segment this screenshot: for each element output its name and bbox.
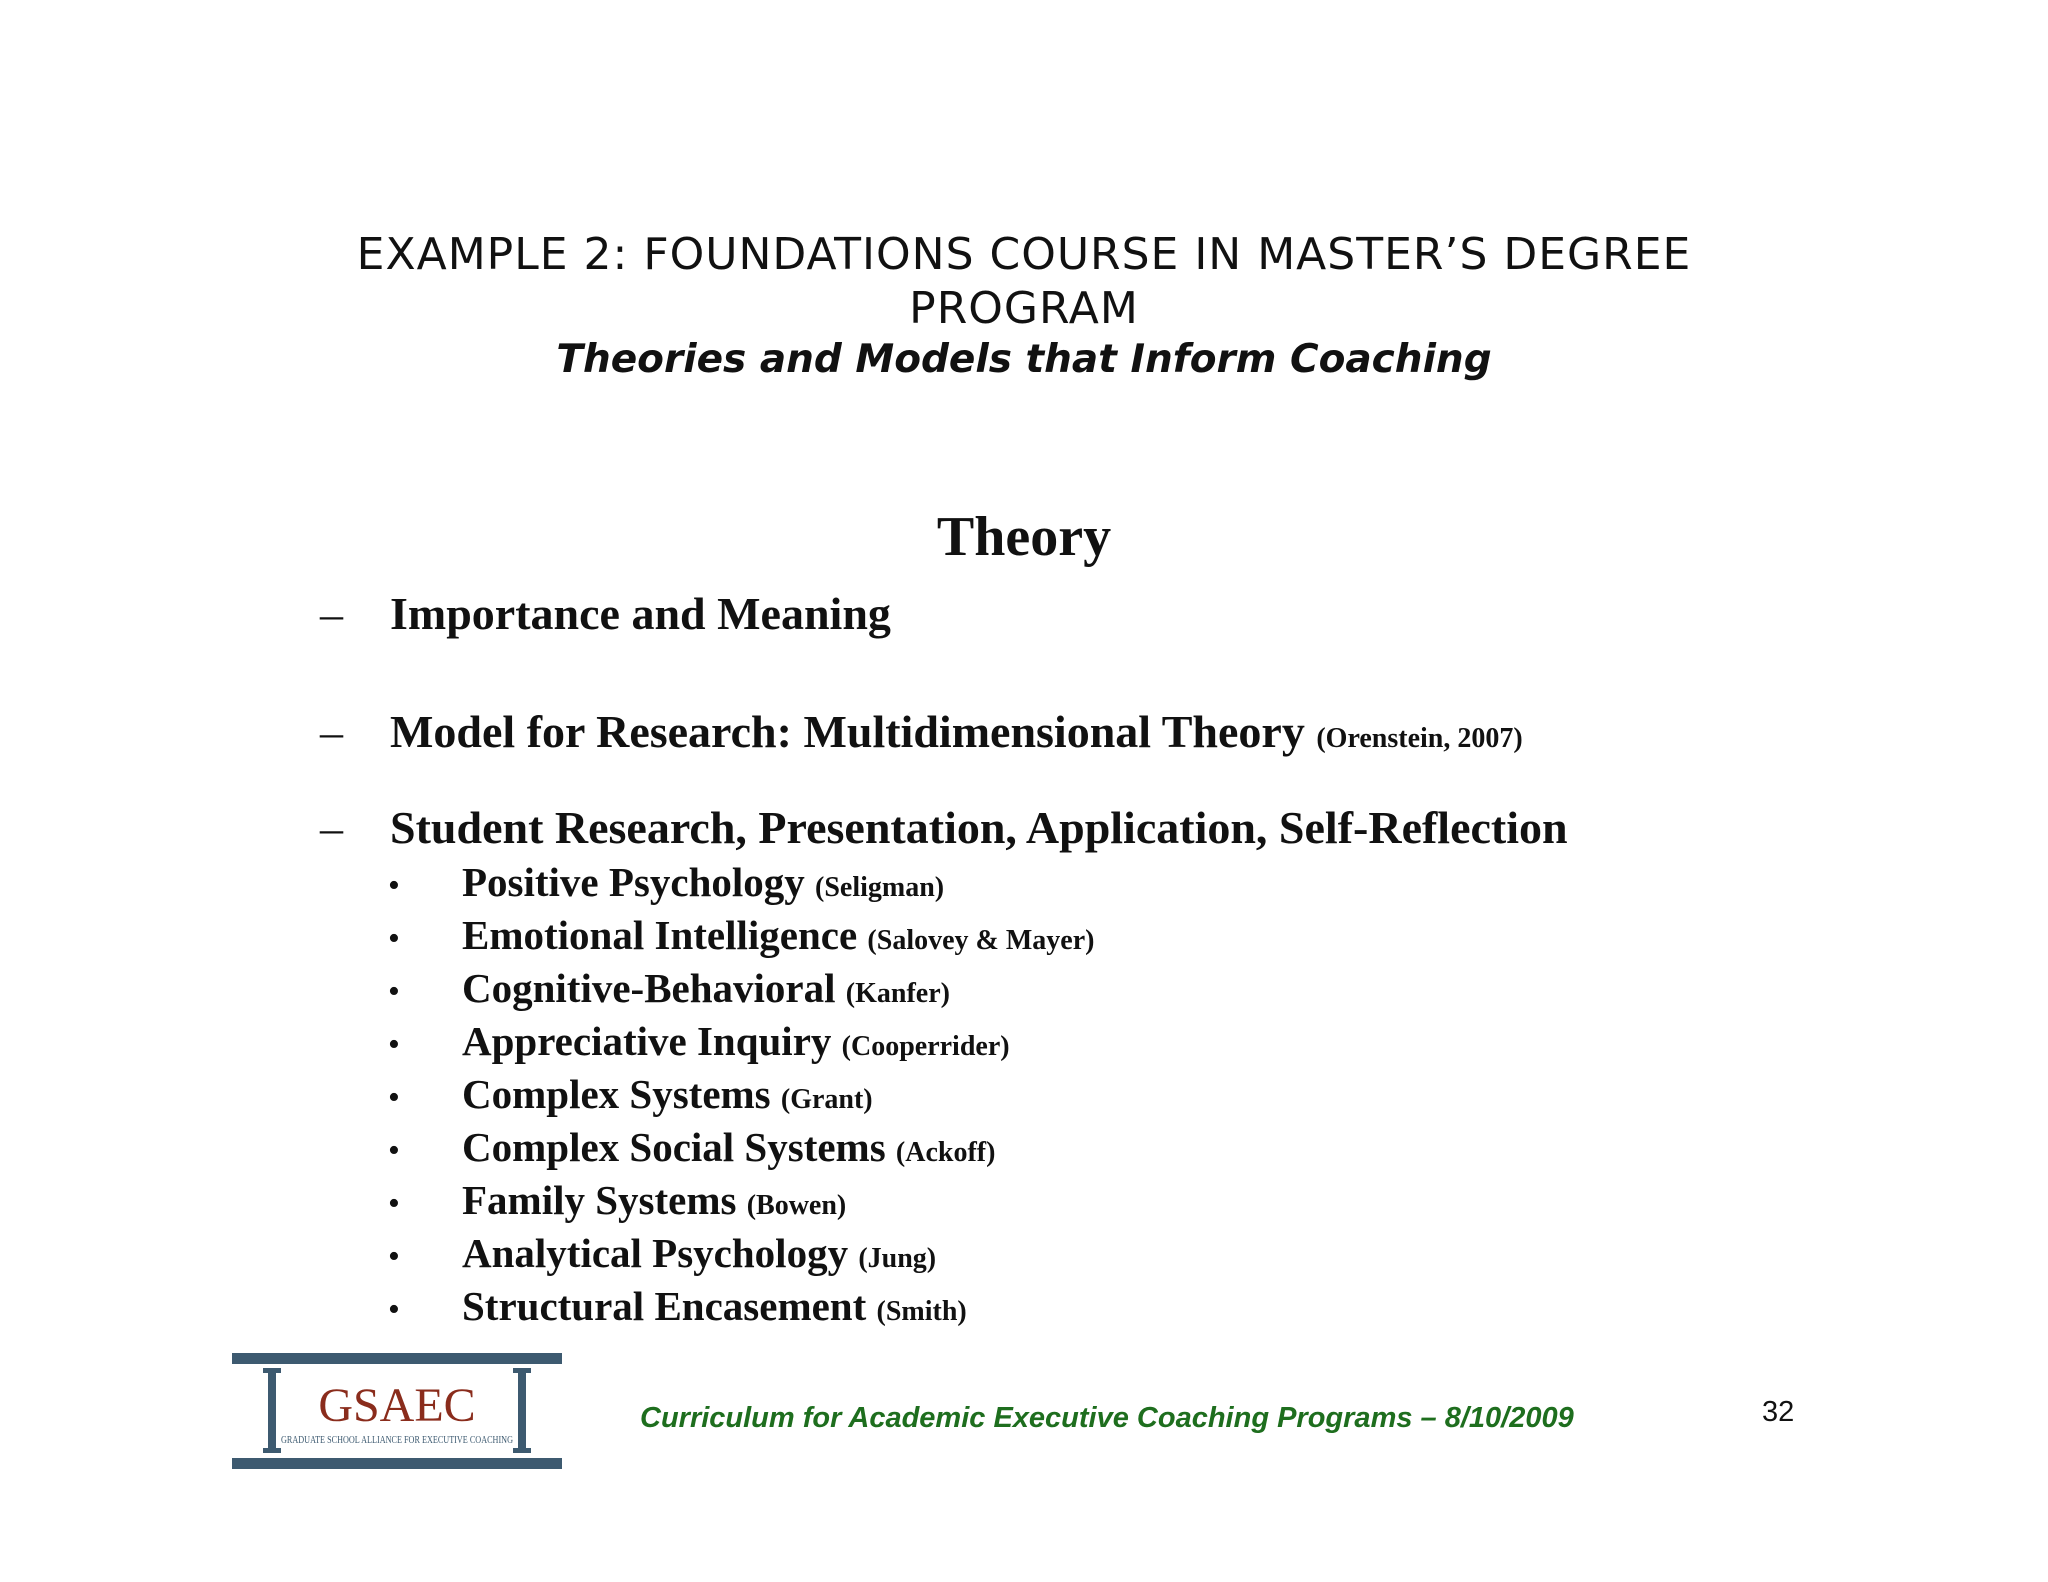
bullet-marker: • xyxy=(388,973,400,1010)
slide-title xyxy=(280,228,1768,336)
dash-item-text: Student Research, Presentation, Application, Self-Reflection xyxy=(390,802,1568,853)
list-item xyxy=(388,1280,1094,1333)
list-item-citation: (Kanfer) xyxy=(845,978,950,1009)
list-item xyxy=(388,1068,1094,1121)
list-item-citation: (Grant) xyxy=(780,1084,873,1115)
dash-item-text: Importance and Meaning xyxy=(390,588,891,639)
bullet-marker: • xyxy=(388,1185,400,1222)
slide-subtitle: Theories and Models that Inform Coaching xyxy=(556,337,1492,382)
bullet-marker: • xyxy=(388,1132,400,1169)
list-item-text: Family Systems xyxy=(462,1177,737,1223)
list-item-text: Complex Systems xyxy=(462,1071,771,1117)
list-item-text: Emotional Intelligence xyxy=(462,912,858,958)
logo-acronym: GSAEC xyxy=(318,1379,476,1432)
bullet-marker: • xyxy=(388,867,400,904)
page-number: 32 xyxy=(1762,1396,1795,1428)
slide-title-line2: PROGRAM xyxy=(909,283,1139,334)
dash-marker: – xyxy=(320,588,343,639)
bullet-marker: • xyxy=(388,920,400,957)
list-item-text: Structural Encasement xyxy=(462,1283,867,1329)
list-item xyxy=(388,1174,1094,1227)
list-item-text: Positive Psychology xyxy=(462,859,805,905)
bullet-marker: • xyxy=(388,1026,400,1063)
list-item-citation: (Jung) xyxy=(858,1243,937,1274)
logo-frame-bottom xyxy=(232,1458,562,1469)
dash-item-citation: (Orenstein, 2007) xyxy=(1316,723,1523,754)
list-item xyxy=(388,1015,1094,1068)
logo-full-name: GRADUATE SCHOOL ALLIANCE FOR EXECUTIVE COACHING xyxy=(281,1435,513,1446)
section-heading: Theory xyxy=(936,506,1112,568)
logo-column-right-base xyxy=(513,1448,531,1453)
list-item-citation: (Seligman) xyxy=(815,872,945,903)
list-item-citation: (Smith) xyxy=(876,1296,967,1327)
list-item-citation: (Bowen) xyxy=(746,1190,847,1221)
list-item-text: Complex Social Systems xyxy=(462,1124,886,1170)
dash-item-text: Model for Research: Multidimensional Theory xyxy=(390,706,1305,757)
bullet-marker: • xyxy=(388,1238,400,1275)
list-item-text: Analytical Psychology xyxy=(462,1230,849,1276)
logo-column-left-cap xyxy=(263,1368,281,1373)
bullet-marker: • xyxy=(388,1079,400,1116)
list-item xyxy=(388,1121,1094,1174)
list-item xyxy=(388,856,1094,909)
slide-title-line1: EXAMPLE 2: FOUNDATIONS COURSE IN MASTER’S DEGREE xyxy=(356,229,1692,280)
logo-frame-top xyxy=(232,1353,562,1364)
list-item-text: Appreciative Inquiry xyxy=(462,1018,832,1064)
footer-text: Curriculum for Academic Executive Coaching Programs – 8/10/2009 xyxy=(640,1402,1574,1434)
dash-item xyxy=(320,704,1523,767)
dash-item xyxy=(320,800,1568,856)
list-item-citation: (Salovey & Mayer) xyxy=(867,925,1095,956)
list-item-citation: (Ackoff) xyxy=(895,1137,996,1168)
dash-marker: – xyxy=(320,802,343,853)
list-item-text: Cognitive-Behavioral xyxy=(462,965,836,1011)
dash-item xyxy=(320,586,891,642)
bullet-marker: • xyxy=(388,1291,400,1328)
logo-column-right-cap xyxy=(513,1368,531,1373)
list-item xyxy=(388,909,1094,962)
list-item-citation: (Cooperrider) xyxy=(841,1031,1010,1062)
dash-marker: – xyxy=(320,706,343,757)
logo-column-right xyxy=(518,1370,526,1451)
bullet-list xyxy=(388,856,1094,1333)
logo-column-left xyxy=(268,1370,276,1451)
gsaec-logo xyxy=(232,1353,562,1469)
list-item xyxy=(388,962,1094,1015)
list-item xyxy=(388,1227,1094,1280)
logo-column-left-base xyxy=(263,1448,281,1453)
